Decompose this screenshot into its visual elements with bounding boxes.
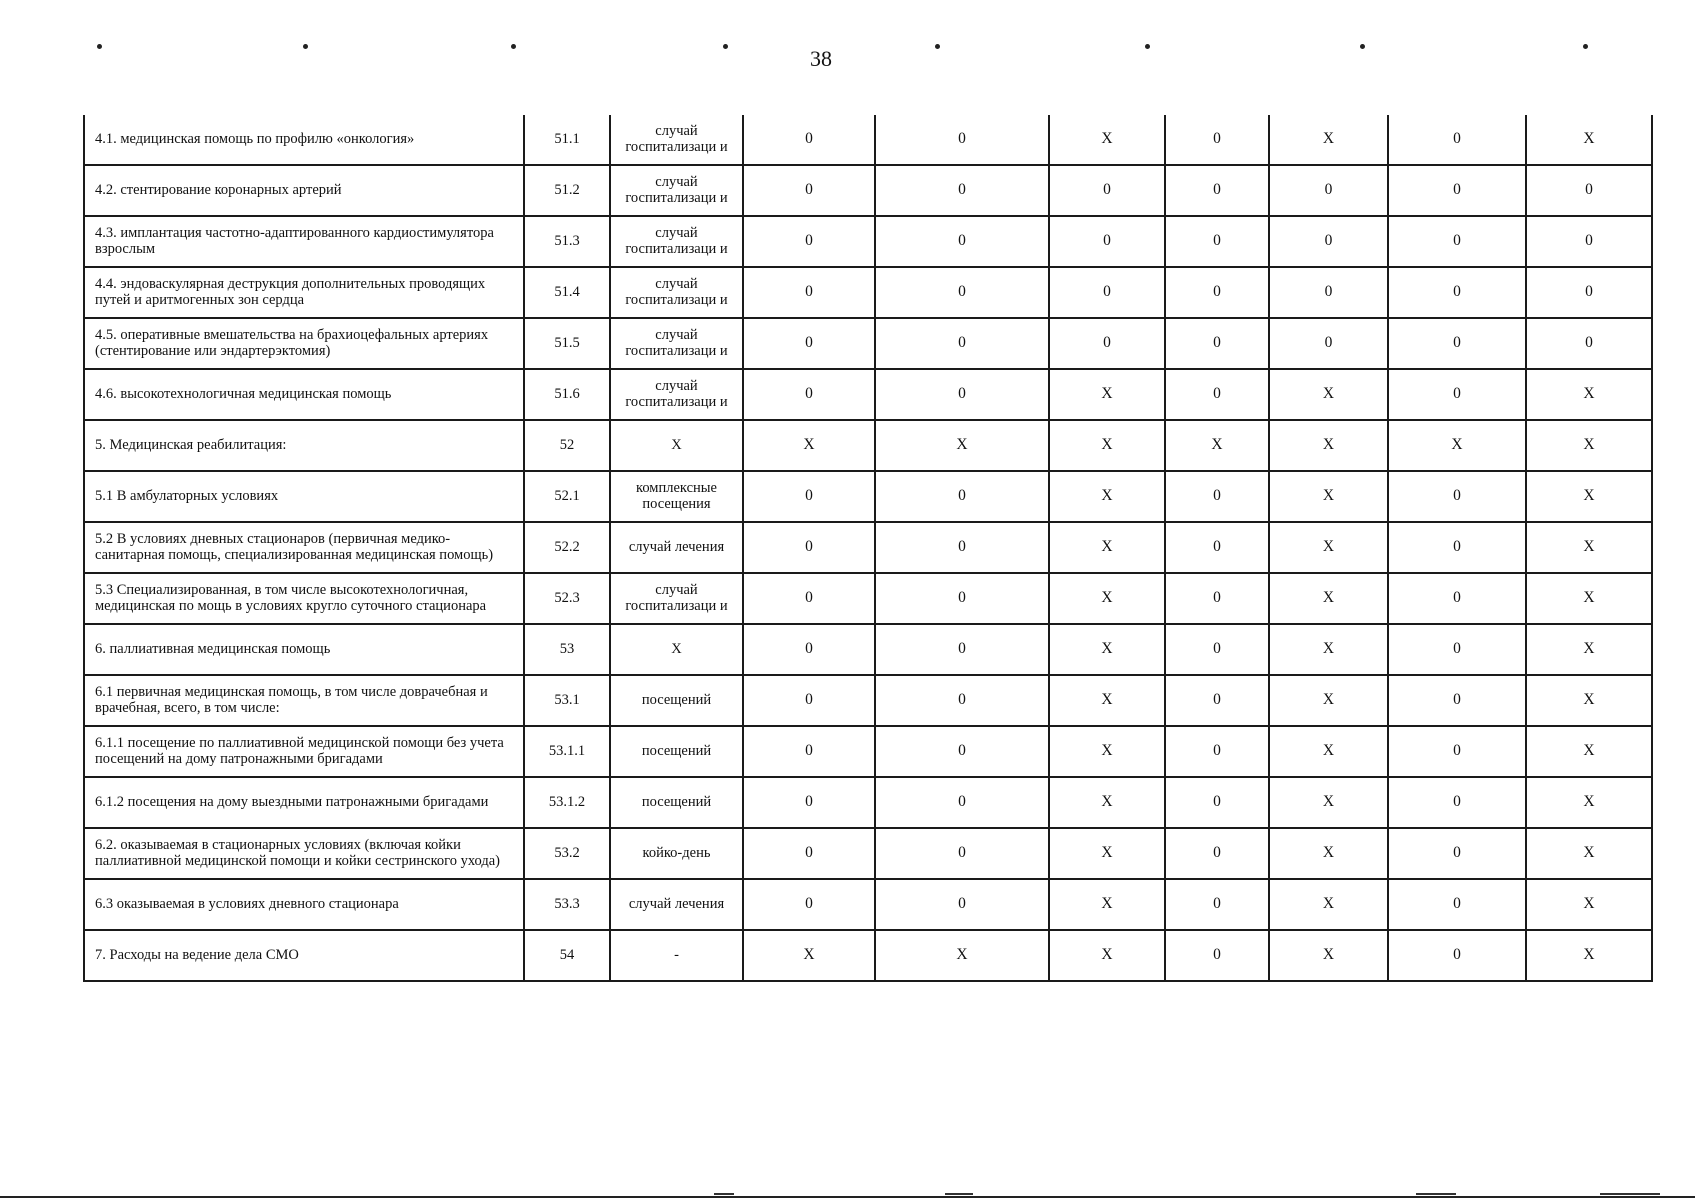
row-value-cell: X [1526,420,1652,471]
row-value-cell: 0 [1388,522,1526,573]
row-value-cell: 0 [1388,216,1526,267]
row-unit-cell: случай госпитализаци и [610,165,743,216]
row-code-cell: 51.5 [524,318,610,369]
row-value-cell: X [1049,930,1165,981]
table-row [84,879,1652,930]
bottom-dash [1416,1193,1456,1195]
row-value-cell: X [1269,115,1388,165]
row-code-cell: 51.2 [524,165,610,216]
row-code-cell: 51.1 [524,115,610,165]
row-value-cell: 0 [743,828,875,879]
row-value-cell: 0 [1388,165,1526,216]
row-value-cell: 0 [1165,471,1269,522]
table-row [84,267,1652,318]
row-value-cell: X [1526,930,1652,981]
row-value-cell: X [1269,420,1388,471]
row-value-cell: 0 [1526,318,1652,369]
row-unit-cell: - [610,930,743,981]
row-value-cell: 0 [1388,624,1526,675]
row-value-cell: X [1526,522,1652,573]
table-row [84,675,1652,726]
bottom-dash [1600,1193,1660,1195]
row-code-cell: 51.4 [524,267,610,318]
row-value-cell: X [1526,675,1652,726]
row-value-cell: 0 [875,879,1049,930]
row-unit-cell: случай госпитализаци и [610,216,743,267]
row-value-cell: X [1526,624,1652,675]
row-value-cell: 0 [743,165,875,216]
row-unit-cell: X [610,624,743,675]
row-value-cell: 0 [743,573,875,624]
row-value-cell: 0 [743,267,875,318]
row-value-cell: 0 [1165,828,1269,879]
row-unit-cell: случай госпитализаци и [610,115,743,165]
row-unit-cell: случай госпитализаци и [610,318,743,369]
row-value-cell: 0 [1165,318,1269,369]
row-name-cell: 5. Медицинская реабилитация: [84,420,524,471]
row-name-cell: 4.3. имплантация частотно-адаптированного кардиостимулятора взрослым [84,216,524,267]
row-value-cell: 0 [875,624,1049,675]
row-value-cell: 0 [875,726,1049,777]
row-value-cell: X [1049,828,1165,879]
table-row [84,115,1652,165]
table-row [84,318,1652,369]
page-number: 38 [810,46,832,71]
row-value-cell: 0 [1165,522,1269,573]
row-value-cell: X [1526,369,1652,420]
row-value-cell: 0 [1526,216,1652,267]
row-value-cell: X [1526,726,1652,777]
row-value-cell: 0 [1165,165,1269,216]
row-value-cell: 0 [1388,471,1526,522]
row-unit-cell: случай лечения [610,879,743,930]
row-value-cell: 0 [743,675,875,726]
row-name-cell: 6.1.1 посещение по паллиативной медицинской помощи без учета посещений на дому патронажными бригадами [84,726,524,777]
table-body [84,115,1652,981]
row-value-cell: X [1269,369,1388,420]
table-row [84,777,1652,828]
row-value-cell: X [1165,420,1269,471]
row-value-cell: 0 [1269,267,1388,318]
row-value-cell: 0 [1165,369,1269,420]
row-name-cell: 5.3 Специализированная, в том числе высокотехнологичная, медицинская по мощь в условиях кругло суточного стационара [84,573,524,624]
row-value-cell: X [1269,522,1388,573]
table-row [84,369,1652,420]
row-value-cell: X [1526,879,1652,930]
row-value-cell: 0 [1388,369,1526,420]
row-value-cell: 0 [1049,165,1165,216]
row-value-cell: 0 [1526,165,1652,216]
row-value-cell: X [743,930,875,981]
row-value-cell: 0 [875,267,1049,318]
row-value-cell: 0 [1388,573,1526,624]
row-unit-cell: случай госпитализаци и [610,267,743,318]
row-value-cell: X [1049,573,1165,624]
row-name-cell: 7. Расходы на ведение дела СМО [84,930,524,981]
row-code-cell: 52 [524,420,610,471]
row-value-cell: 0 [1165,115,1269,165]
row-value-cell: X [743,420,875,471]
row-value-cell: 0 [1269,216,1388,267]
row-value-cell: 0 [743,369,875,420]
row-value-cell: X [1269,726,1388,777]
row-value-cell: 0 [1165,930,1269,981]
row-value-cell: 0 [1388,777,1526,828]
row-code-cell: 51.3 [524,216,610,267]
row-code-cell: 52.1 [524,471,610,522]
row-value-cell: 0 [875,115,1049,165]
row-value-cell: 0 [1388,879,1526,930]
row-value-cell: 0 [743,777,875,828]
row-unit-cell: посещений [610,675,743,726]
row-value-cell: X [1049,115,1165,165]
row-code-cell: 53.1.2 [524,777,610,828]
row-value-cell: 0 [1165,777,1269,828]
row-value-cell: X [1049,624,1165,675]
row-value-cell: X [1049,879,1165,930]
row-value-cell: 0 [875,165,1049,216]
table-row [84,624,1652,675]
row-code-cell: 53 [524,624,610,675]
row-value-cell: 0 [1165,267,1269,318]
row-value-cell: X [1269,675,1388,726]
row-value-cell: X [1049,726,1165,777]
row-value-cell: 0 [1165,726,1269,777]
row-value-cell: X [1526,573,1652,624]
row-value-cell: 0 [743,216,875,267]
row-value-cell: X [1269,828,1388,879]
row-unit-cell: случай госпитализаци и [610,369,743,420]
row-value-cell: X [1526,471,1652,522]
row-value-cell: X [1526,828,1652,879]
row-value-cell: 0 [875,369,1049,420]
row-value-cell: 0 [743,726,875,777]
row-name-cell: 5.2 В условиях дневных стационаров (первичная медико-санитарная помощь, специализированная медицинская помощь) [84,522,524,573]
row-value-cell: 0 [875,828,1049,879]
row-value-cell: 0 [743,115,875,165]
row-name-cell: 4.6. высокотехнологичная медицинская помощь [84,369,524,420]
row-name-cell: 6.1.2 посещения на дому выездными патронажными бригадами [84,777,524,828]
row-name-cell: 6.1 первичная медицинская помощь, в том числе доврачебная и врачебная, всего, в том числе: [84,675,524,726]
row-name-cell: 6.3 оказываемая в условиях дневного стационара [84,879,524,930]
row-value-cell: X [1269,777,1388,828]
bottom-rule [0,1196,1695,1198]
row-value-cell: 0 [1049,318,1165,369]
row-unit-cell: посещений [610,726,743,777]
row-value-cell: 0 [1388,726,1526,777]
bottom-dash [714,1193,734,1195]
row-value-cell: X [1526,115,1652,165]
row-value-cell: X [1049,369,1165,420]
row-name-cell: 6.2. оказываемая в стационарных условиях (включая койки паллиативной медицинской помощи и койки сестринского ухода) [84,828,524,879]
row-value-cell: X [875,420,1049,471]
row-value-cell: X [1049,777,1165,828]
row-value-cell: 0 [1526,267,1652,318]
table-row [84,573,1652,624]
row-code-cell: 53.3 [524,879,610,930]
row-value-cell: X [1049,420,1165,471]
row-value-cell: 0 [1388,318,1526,369]
row-code-cell: 53.1.1 [524,726,610,777]
row-value-cell: X [1049,471,1165,522]
row-value-cell: X [875,930,1049,981]
row-value-cell: 0 [1165,573,1269,624]
row-value-cell: X [1269,930,1388,981]
row-value-cell: 0 [1165,624,1269,675]
row-code-cell: 53.1 [524,675,610,726]
row-value-cell: 0 [743,522,875,573]
row-value-cell: 0 [1388,267,1526,318]
row-value-cell: 0 [1388,828,1526,879]
row-value-cell: 0 [1269,318,1388,369]
row-value-cell: 0 [1165,675,1269,726]
row-unit-cell: комплексные посещения [610,471,743,522]
data-table [83,115,1653,982]
table-row [84,165,1652,216]
row-value-cell: 0 [875,573,1049,624]
row-value-cell: 0 [743,471,875,522]
row-value-cell: X [1049,675,1165,726]
row-code-cell: 52.3 [524,573,610,624]
row-value-cell: 0 [743,879,875,930]
row-code-cell: 51.6 [524,369,610,420]
row-name-cell: 4.2. стентирование коронарных артерий [84,165,524,216]
row-unit-cell: X [610,420,743,471]
row-value-cell: X [1049,522,1165,573]
row-code-cell: 53.2 [524,828,610,879]
row-name-cell: 4.5. оперативные вмешательства на брахиоцефальных артериях (стентирование или эндартерэктомия) [84,318,524,369]
row-value-cell: X [1388,420,1526,471]
row-value-cell: X [1269,573,1388,624]
row-value-cell: 0 [743,624,875,675]
row-unit-cell: посещений [610,777,743,828]
table-row [84,726,1652,777]
table-row [84,471,1652,522]
row-name-cell: 6. паллиативная медицинская помощь [84,624,524,675]
table-row [84,828,1652,879]
row-value-cell: X [1269,879,1388,930]
table-row [84,216,1652,267]
row-value-cell: X [1269,471,1388,522]
row-value-cell: 0 [875,777,1049,828]
row-name-cell: 4.1. медицинская помощь по профилю «онкология» [84,115,524,165]
row-value-cell: 0 [875,522,1049,573]
row-value-cell: 0 [1388,115,1526,165]
table-row [84,930,1652,981]
row-value-cell: 0 [743,318,875,369]
table-row [84,522,1652,573]
row-code-cell: 54 [524,930,610,981]
bottom-dash [945,1193,973,1195]
row-unit-cell: случай лечения [610,522,743,573]
row-name-cell: 5.1 В амбулаторных условиях [84,471,524,522]
row-value-cell: X [1526,777,1652,828]
row-code-cell: 52.2 [524,522,610,573]
row-unit-cell: случай госпитализаци и [610,573,743,624]
row-value-cell: 0 [1165,879,1269,930]
row-unit-cell: койко-день [610,828,743,879]
row-value-cell: 0 [1269,165,1388,216]
table-row [84,420,1652,471]
row-value-cell: 0 [875,318,1049,369]
row-value-cell: 0 [1388,930,1526,981]
row-value-cell: 0 [1165,216,1269,267]
row-name-cell: 4.4. эндоваскулярная деструкция дополнительных проводящих путей и аритмогенных зон сердца [84,267,524,318]
row-value-cell: 0 [1049,267,1165,318]
row-value-cell: 0 [1388,675,1526,726]
row-value-cell: 0 [1049,216,1165,267]
row-value-cell: 0 [875,471,1049,522]
row-value-cell: 0 [875,675,1049,726]
row-value-cell: 0 [875,216,1049,267]
row-value-cell: X [1269,624,1388,675]
